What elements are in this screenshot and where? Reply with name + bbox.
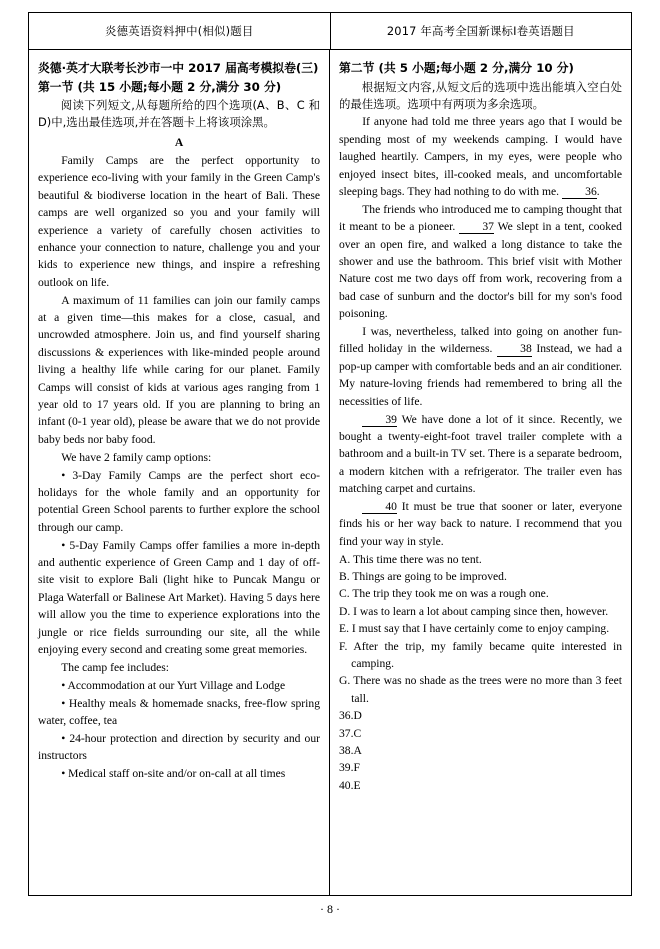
fee-item-1: • Accommodation at our Yurt Village and Lodge [61,678,286,692]
cloze-paragraph-3 [339,323,622,410]
fee-item-2: • Healthy meals & homemade snacks, free-flow spring water, coffee, tea [38,696,320,727]
cloze-text-2-before: The friends who introduced me to camping thought that it meant to be a pioneer. [339,202,622,234]
fee-intro: The camp fee includes: [61,660,170,674]
cloze-text-1-after: . [596,184,600,198]
cloze-blank-37: 37 [459,221,494,234]
passage-paragraph-3: We have 2 family camp options: [61,450,212,464]
doc-title: 炎德·英才大联考长沙市一中 2017 届高考模拟卷(三) [38,61,319,75]
page-footer [0,902,660,917]
cloze-text-3-after: Instead, we had a pop-up camper with comfortable beds and an air conditioner. My nature-loving friends had remembered to bring all the necessities of life. [339,342,623,408]
answer-40: 40.E [339,778,361,792]
cloze-blank-40: 40 [362,501,397,514]
choice-a: A. This time there was no tent. [339,552,482,566]
cloze-text-4-after: We have done a lot of it since. Recently, we bought a twenty-eight-foot travel trailer complete with a bathroom and a built-in TV set. There is a separate bedroom, a modern kitchen with a refrigerator. The trailer even has matching carpet and curtains. [339,412,622,496]
answer-36: 36.D [339,709,362,723]
cloze-text-2-after: We slept in a tent, cooked over an open fire, and walked a long distance to take the shower and use the bathroom. This brief visit with Mother Nature cost me two days off from work, recovering from a bad case of sunburn and the doctor's bill for my son's food poisoning. [339,220,622,321]
cloze-paragraph-5 [339,498,622,550]
camp-option-2: • 5-Day Family Camps offer families a more in-depth and authentic experience of Green Camp and 1 day of off-site visit to explore Bali (light hike to Puncak Mangu or Plaga Waterfall or Balinese Art Market). Having 5 days here will allow you the time to experience explorations into the jungle or rice fields surrounding our site, all the while enjoying every second and creating some great memories. [38,538,320,656]
cloze-text-5-after: It must be true that sooner or later, everyone finds his or her way back to nature. I recommend that you find your way in style. [339,500,622,548]
fee-item-4: • Medical staff on-site and/or on-call at all times [61,767,286,781]
cloze-text-3-before: I was, nevertheless, talked into going on another fun-filled holiday in the wilderness. [339,325,622,356]
cloze-paragraph-2 [339,201,622,323]
header-right-title: 2017 年高考全国新课标Ⅰ卷英语题目 [386,24,575,38]
cloze-blank-36: 36 [562,186,597,199]
choice-d: D. I was to learn a lot about camping since then, however. [339,604,609,618]
section-two-title: 第二节 (共 5 小题;每小题 2 分,满分 10 分) [339,61,574,75]
header-row [29,13,631,50]
body-row [29,50,631,896]
answer-38: 38.A [339,743,362,757]
header-left-title: 炎德英语资料押中(相似)题目 [29,13,331,49]
choice-f: F. After the trip, my family became quite interested in camping. [339,639,622,671]
page-number: · 8 · [320,902,340,916]
answer-39: 39.F [339,761,360,775]
cloze-text-1-before: If anyone had told me three years ago that I would be spending most of my weekends camping. I would have laughed heartily. Campers, in my eyes, were people who enjoyed insect bites, ill-cooked meals, and uncomfortable sleeping bags. They had nothing to do with me. [339,115,622,198]
answer-37: 37.C [339,726,362,740]
section-one-instruction: 阅读下列短文,从每题所给的四个选项(A、B、C 和 D)中,选出最佳选项,并在答题卡上将该项涂黑。 [38,98,320,130]
cloze-paragraph-4 [339,411,622,498]
document-frame [28,12,632,896]
passage-paragraph-2: A maximum of 11 families can join our family camps at a given time—this makes for a close, casual, and uncrowded atmosphere. Join us, and find yourself sharing discussions & experiences with like-minded people around living a healthy life while caring for our planet. Family Camps will consist of kids at various ages ranging from 1 year old to 17 years old. If you are planning to bring an infant (0-1 year old), please be aware that we do not provide baby beds nor baby food. [38,293,320,446]
choice-c: C. The trip they took me on was a rough one. [339,587,549,601]
passage-label: A [174,135,184,149]
cloze-paragraph-1 [339,113,622,200]
cloze-blank-39: 39 [362,414,397,427]
section-two-instruction: 根据短文内容,从短文后的选项中选出能填入空白处的最佳选项。选项中有两项为多余选项。 [339,79,622,111]
right-column [330,50,631,896]
cloze-blank-38: 38 [497,343,532,356]
passage-paragraph-1: Family Camps are the perfect opportunity to experience eco-living with your family in the Green Camp's beautiful & biodiverse location in the heart of Bali. These camps are well organized so you and your family will experience a variety of carefully chosen activities to enhance your connection to nature, challenge you and your kids to experience new things, and inspire a refreshing outlook on life. [38,153,320,289]
fee-item-3: • 24-hour protection and direction by security and our instructors [38,731,320,763]
left-column [29,50,330,896]
camp-option-1: • 3-Day Family Camps are the perfect short eco-holidays for the whole family and an opportunity for potential Green School parents to further explore the school through our camp. [38,468,320,534]
choice-e: E. I must say that I have certainly come to enjoy camping. [339,622,610,636]
section-one-title: 第一节 (共 15 小题;每小题 2 分,满分 30 分) [38,79,282,94]
choice-g: G. There was no shade as the trees were no more than 3 feet tall. [339,674,622,705]
choice-b: B. Things are going to be improved. [339,570,507,584]
